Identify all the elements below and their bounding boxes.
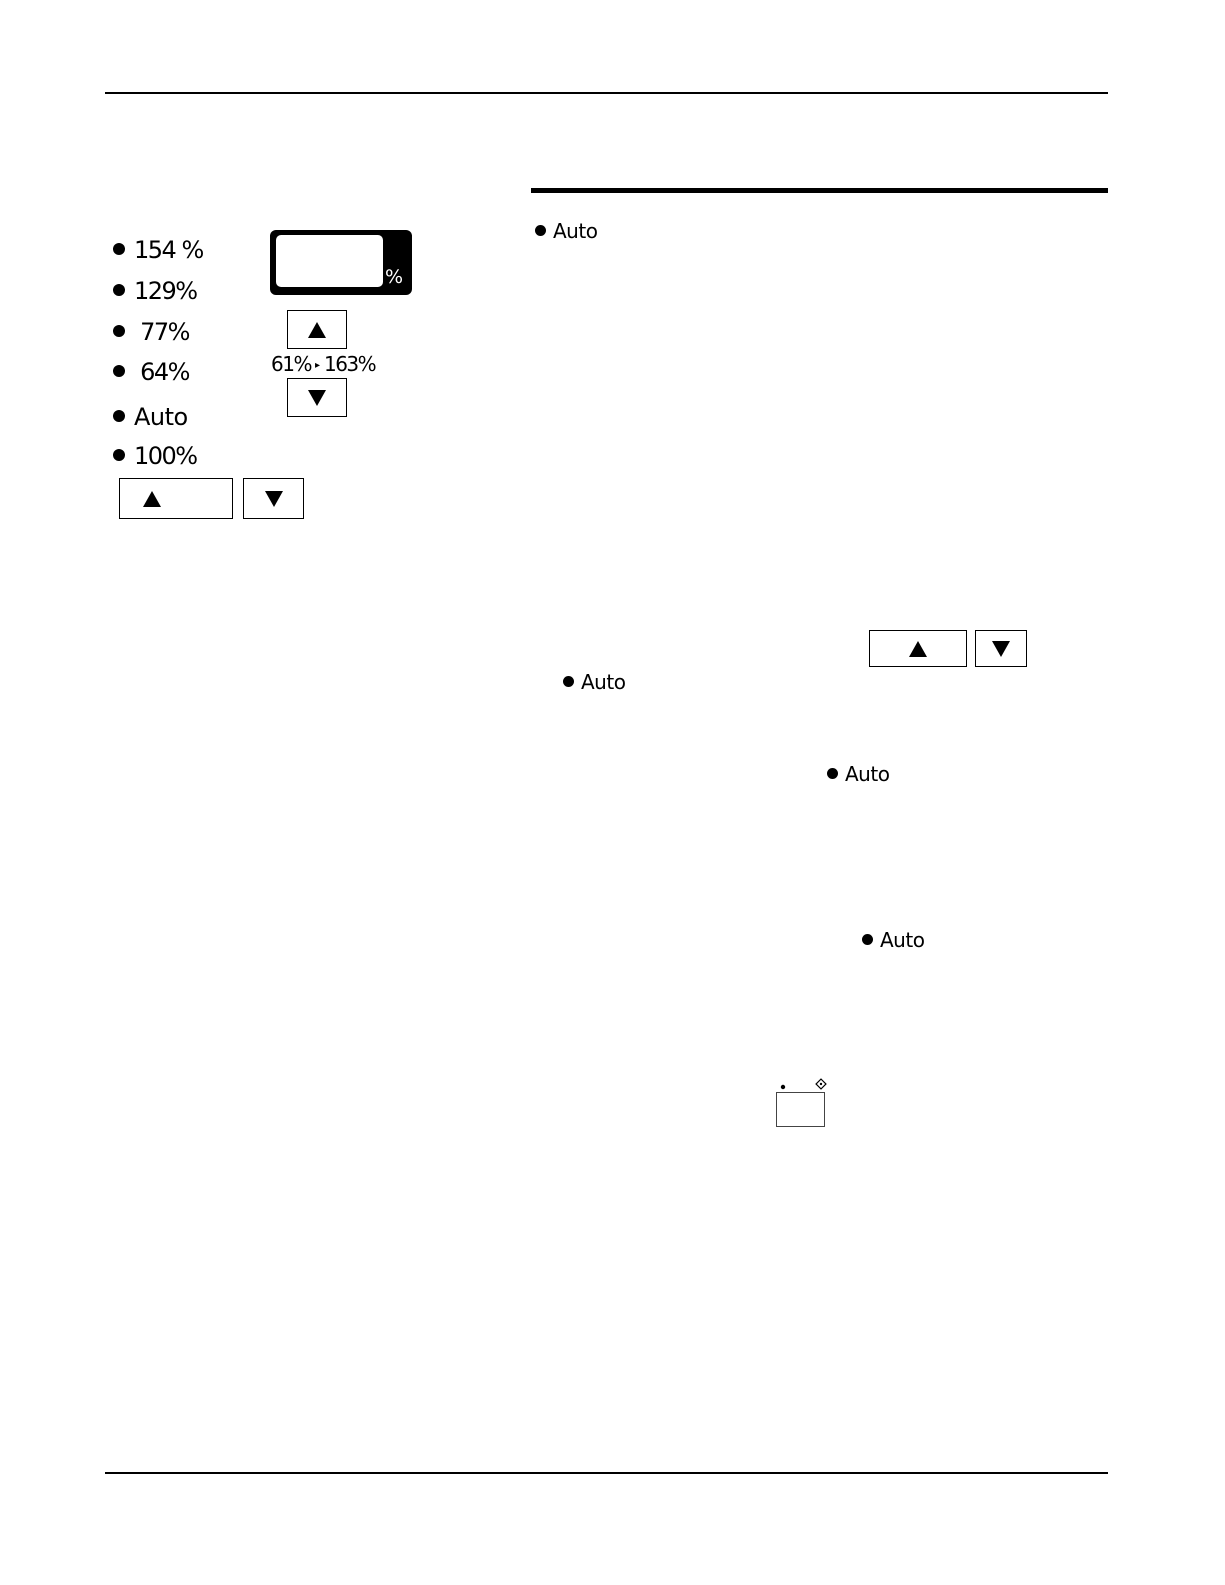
indicator-dot-icon	[827, 768, 838, 779]
triangle-up-icon	[308, 322, 326, 338]
triangle-down-icon	[308, 390, 326, 406]
indicator-dot-icon	[862, 934, 873, 945]
indicator-dot-icon	[113, 325, 125, 337]
preset-129: 129%	[113, 277, 197, 305]
zoom-display-window	[276, 235, 383, 287]
auto-reference-1: Auto	[535, 219, 597, 243]
indicator-dot-icon	[113, 365, 125, 377]
preset-77: 77%	[113, 318, 189, 346]
triangle-down-icon	[992, 641, 1010, 657]
footer-rule	[105, 1472, 1108, 1474]
triangle-down-icon	[265, 491, 283, 507]
arrow-right-icon: ▸	[314, 359, 320, 371]
preset-100: 100%	[113, 442, 197, 470]
zoom-display	[270, 230, 412, 295]
indicator-dot-icon	[535, 225, 546, 236]
indicator-dot-icon	[113, 284, 125, 296]
preset-154: 154 %	[113, 236, 203, 264]
indicator-dot-icon	[563, 676, 574, 687]
preset-down-button[interactable]	[243, 478, 304, 519]
indicator-dot-icon	[113, 243, 125, 255]
inline-down-button	[975, 630, 1027, 667]
triangle-up-icon	[143, 491, 161, 507]
preset-64: 64%	[113, 358, 189, 386]
zoom-range-label: 61% ▸ 163%	[271, 352, 376, 376]
indicator-dot-icon	[113, 449, 125, 461]
auto-reference-4: Auto	[862, 928, 924, 952]
section-rule	[531, 188, 1108, 193]
zoom-down-button[interactable]	[287, 378, 347, 417]
auto-reference-3: Auto	[827, 762, 889, 786]
panel-box	[776, 1092, 825, 1127]
preset-up-button[interactable]	[119, 478, 233, 519]
auto-reference-2: Auto	[563, 670, 625, 694]
zoom-up-button[interactable]	[287, 310, 347, 349]
header-rule	[105, 92, 1108, 94]
preset-auto: Auto	[113, 403, 188, 431]
inline-up-button	[869, 630, 967, 667]
indicator-dot-icon	[113, 410, 125, 422]
zoom-display-unit: %	[385, 266, 404, 288]
triangle-up-icon	[909, 641, 927, 657]
panel-indicator-icons	[776, 1078, 828, 1092]
